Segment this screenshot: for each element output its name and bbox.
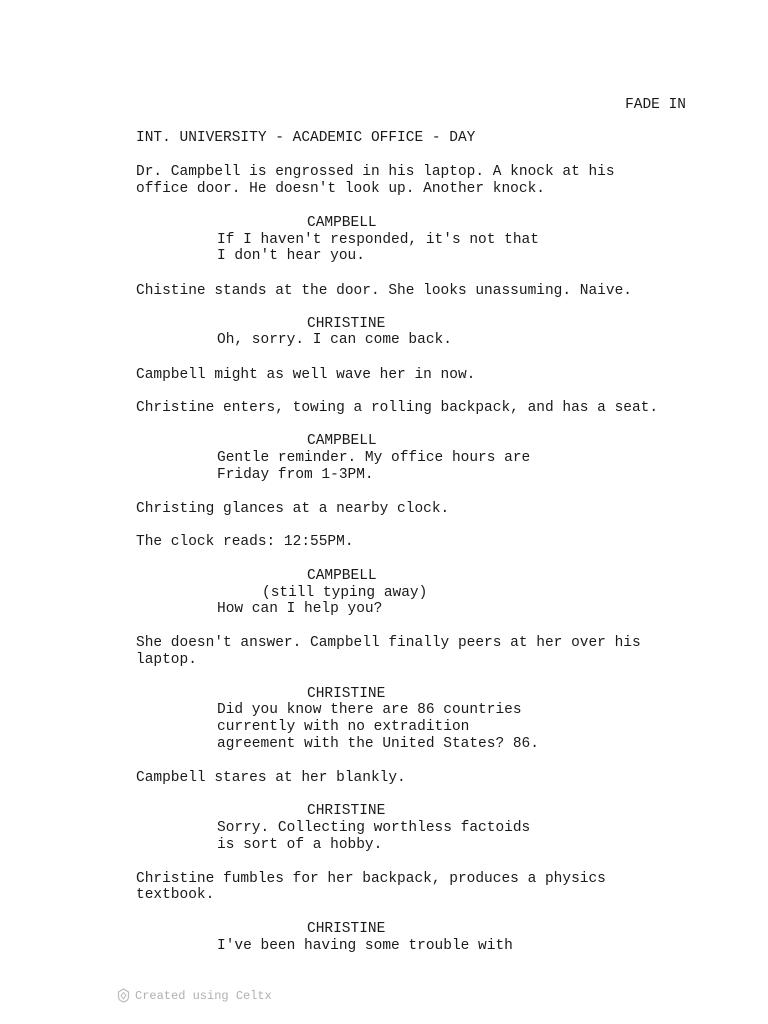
- action-line: laptop.: [136, 652, 197, 668]
- character-name: CHRISTINE: [307, 686, 386, 702]
- character-name: CAMPBELL: [307, 568, 377, 584]
- celtx-logo-icon: [117, 988, 130, 1003]
- character-name: CAMPBELL: [307, 433, 377, 449]
- celtx-footer: [117, 988, 272, 1003]
- action-line: Dr. Campbell is engrossed in his laptop. A knock at his: [136, 164, 615, 180]
- dialogue-line: currently with no extradition: [217, 719, 470, 735]
- action-line: She doesn't answer. Campbell finally peers at her over his: [136, 635, 641, 651]
- action-line: Campbell stares at her blankly.: [136, 770, 406, 786]
- dialogue-line: Oh, sorry. I can come back.: [217, 332, 452, 348]
- character-name: CHRISTINE: [307, 921, 386, 937]
- character-name: CAMPBELL: [307, 215, 377, 231]
- dialogue-line: I don't hear you.: [217, 248, 365, 264]
- dialogue-line: Sorry. Collecting worthless factoids: [217, 820, 531, 836]
- dialogue-line: Friday from 1-3PM.: [217, 467, 374, 483]
- action-line: Campbell might as well wave her in now.: [136, 367, 476, 383]
- dialogue-line: I've been having some trouble with: [217, 938, 513, 954]
- dialogue-line: agreement with the United States? 86.: [217, 736, 539, 752]
- scene-heading: INT. UNIVERSITY - ACADEMIC OFFICE - DAY: [136, 130, 476, 146]
- dialogue-line: How can I help you?: [217, 601, 383, 617]
- dialogue-line: is sort of a hobby.: [217, 837, 383, 853]
- dialogue-line: Gentle reminder. My office hours are: [217, 450, 531, 466]
- dialogue-line: If I haven't responded, it's not that: [217, 232, 539, 248]
- action-line: Chistine stands at the door. She looks unassuming. Naive.: [136, 283, 632, 299]
- action-line: textbook.: [136, 887, 215, 903]
- dialogue-line: Did you know there are 86 countries: [217, 702, 522, 718]
- action-line: Christine fumbles for her backpack, produces a physics: [136, 871, 606, 887]
- action-line: Christine enters, towing a rolling backpack, and has a seat.: [136, 400, 659, 416]
- action-line: Christing glances at a nearby clock.: [136, 501, 450, 517]
- transition-fade-in: FADE IN: [625, 97, 686, 113]
- footer-text: Created using Celtx: [135, 988, 272, 1003]
- action-line: office door. He doesn't look up. Another knock.: [136, 181, 545, 197]
- action-line: The clock reads: 12:55PM.: [136, 534, 354, 550]
- character-name: CHRISTINE: [307, 316, 386, 332]
- parenthetical: (still typing away): [262, 585, 428, 601]
- character-name: CHRISTINE: [307, 803, 386, 819]
